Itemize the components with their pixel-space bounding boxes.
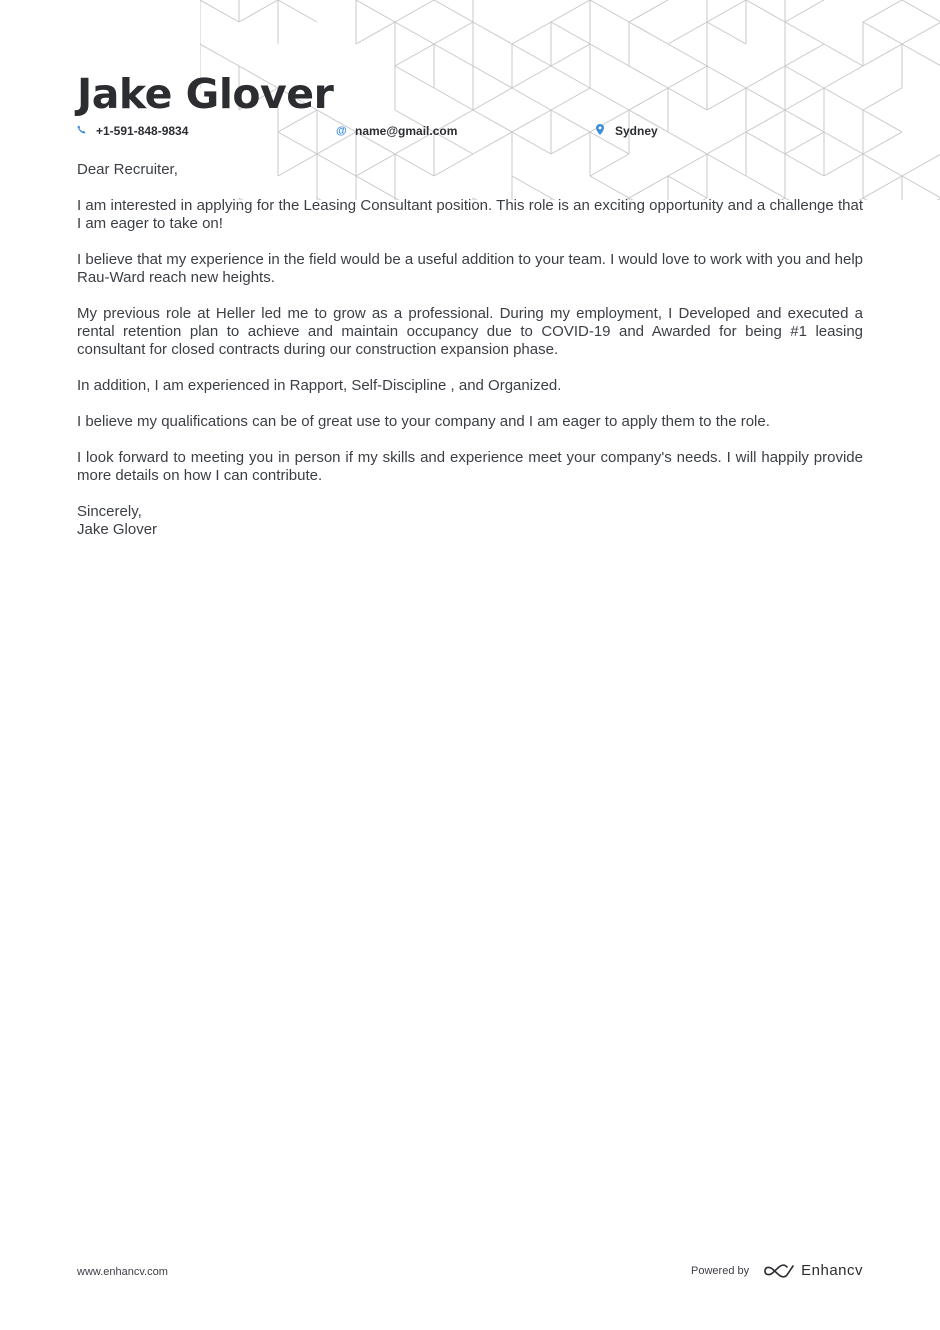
paragraph: In addition, I am experienced in Rapport, Self-Discipline , and Organized. [77,377,562,394]
enhancv-logo-icon [763,1263,795,1279]
paragraph: I am interested in applying for the Leasing Consultant position. This role is an exciting opportunity and a challenge that I am eager to take on! [77,197,863,232]
paragraph: I believe that my experience in the field would be a useful addition to your team. I would love to work with you and help Rau-Ward reach new heights. [77,251,863,286]
at-icon: @ [336,125,347,137]
contact-location [596,124,658,138]
header [77,68,863,144]
candidate-name: Jake Glover [77,70,334,118]
paragraph: My previous role at Heller led me to grow as a professional. During my employment, I Developed and executed a rental retention plan to achieve and maintain occupancy due to COVID-19 and Awarded for being #1 leasing consultant for closed contracts during our construction expansion phase. [77,305,863,358]
contact-row [77,124,863,144]
greeting: Dear Recruiter, [77,161,178,178]
phone-number: +1-591-848-9834 [96,124,189,138]
location-pin-icon [596,124,615,138]
paragraph: I look forward to meeting you in person if my skills and experience meet your company's needs. I will happily provide more details on how I can contribute. [77,449,863,484]
brand [763,1262,863,1279]
contact-phone [77,124,188,138]
signature: Jake Glover [77,521,158,538]
footer-website-link[interactable]: www.enhancv.com [77,1266,168,1278]
paragraph: I believe my qualifications can be of great use to your company and I am eager to apply them to the role. [77,413,770,430]
phone-icon [77,125,96,137]
powered-by [691,1262,863,1279]
cover-letter-body [77,161,863,539]
email-address: name@gmail.com [355,124,458,138]
closing: Sincerely, [77,503,142,520]
brand-name: Enhancv [801,1262,863,1279]
powered-by-label: Powered by [691,1264,750,1277]
footer [77,1262,863,1284]
location-text: Sydney [615,124,658,138]
contact-email [336,124,457,138]
